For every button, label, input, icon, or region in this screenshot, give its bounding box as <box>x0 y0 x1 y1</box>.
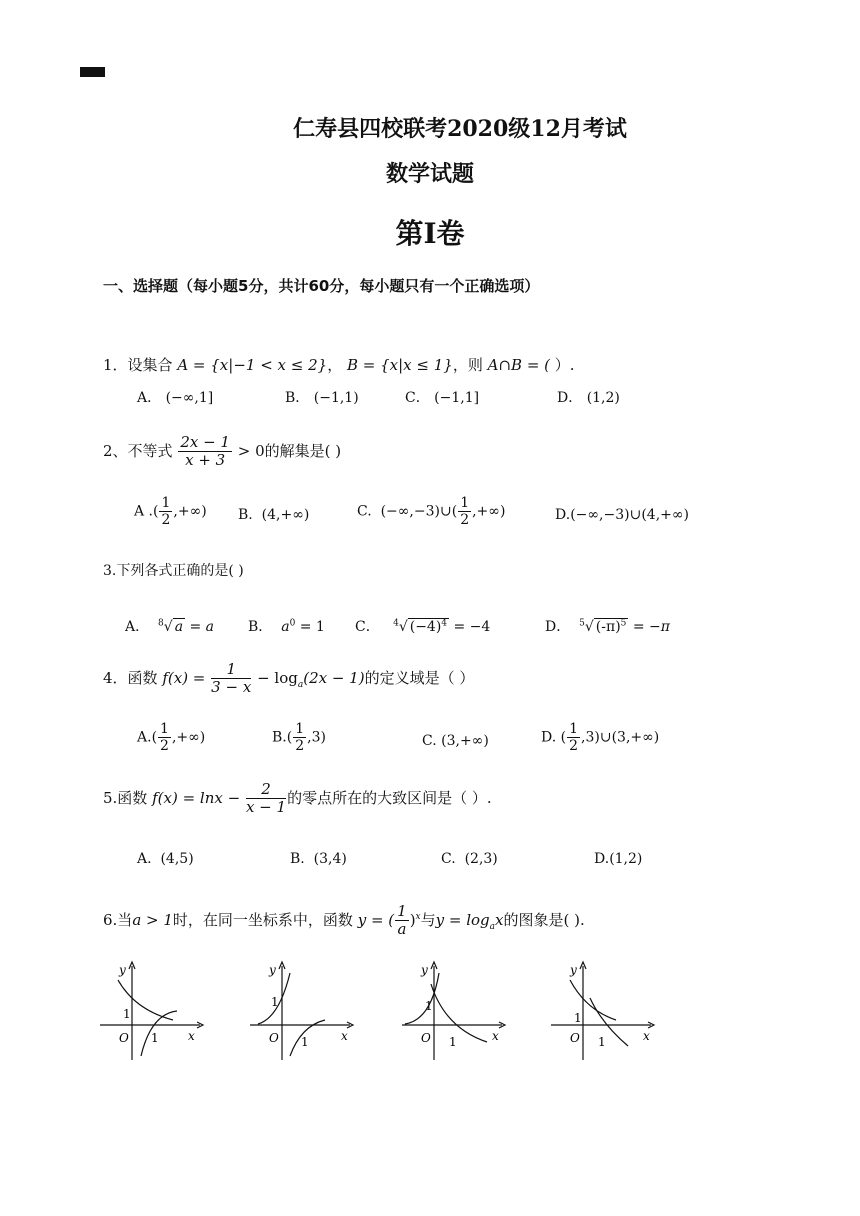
option-d[interactable]: D.(−∞,−3)∪(4,+∞) <box>555 507 689 523</box>
answer-blank: ）. <box>550 356 575 374</box>
svg-text:x: x <box>643 1029 650 1043</box>
option-b[interactable]: B. (3,4) <box>290 851 347 867</box>
svg-text:1: 1 <box>151 1031 159 1045</box>
option-b[interactable]: B.( $\frac{1}{2}$ ,3) <box>272 721 326 755</box>
svg-text:y: y <box>570 963 577 977</box>
graph-option-c[interactable] <box>397 958 512 1068</box>
svg-text:1: 1 <box>123 1007 131 1021</box>
svg-text:x: x <box>492 1029 499 1043</box>
question-ask: ，则 <box>452 356 483 374</box>
volume-title: 第Ⅰ卷 <box>395 217 465 250</box>
question-5: 5.函数 f(x) = lnx − $\frac{2}{x - 1}$ 的零点所在的大致区间是（ ）. <box>103 780 492 817</box>
option-a[interactable]: A． (−∞,1] <box>137 390 214 406</box>
question-number: 1．设集合 <box>103 356 173 374</box>
set-a: A = {x|−1 < x ≤ 2} <box>177 356 328 374</box>
svg-text:1: 1 <box>425 999 433 1013</box>
svg-text:O: O <box>570 1031 580 1045</box>
question-6: 6.当a > 1时，在同一坐标系中，函数 y = ( $\frac{1}{a}$ )$^x$与$y = \log_ax$的图象是( ). <box>103 902 585 939</box>
option-b[interactable]: B． $a^0 = 1$ <box>248 618 325 635</box>
question-1 <box>103 354 575 375</box>
svg-text:1: 1 <box>449 1035 457 1049</box>
question-4: 4．函数 f(x) = $\frac{1}{3 - x}$ − $\log_a(2x - 1)$的定义域是（ ） <box>103 660 475 697</box>
svg-text:y: y <box>119 963 126 977</box>
corner-mark <box>80 67 105 77</box>
svg-text:x: x <box>341 1029 348 1043</box>
svg-text:y: y <box>269 963 276 977</box>
fraction: $\frac{2x - 1}{x + 3}$ <box>180 433 230 470</box>
svg-text:1: 1 <box>271 995 279 1009</box>
svg-text:y: y <box>421 963 428 977</box>
graph-option-d[interactable] <box>546 958 661 1068</box>
exam-title: 仁寿县四校联考2020级12月考试 <box>293 116 627 142</box>
option-c[interactable]: C. (3,+∞) <box>422 733 489 749</box>
question-2: 2、不等式 $\frac{2x - 1}{x + 3}$ > 0的解集是( ) <box>103 433 342 470</box>
option-c[interactable]: C. (2,3) <box>441 851 498 867</box>
option-b[interactable]: B． (−1,1) <box>285 390 359 406</box>
svg-text:O: O <box>269 1031 279 1045</box>
option-d[interactable]: D.(1,2) <box>594 851 643 867</box>
option-a[interactable]: A． $^8$√ a = a <box>125 618 215 635</box>
graph-option-a[interactable] <box>95 958 210 1068</box>
svg-text:O: O <box>421 1031 431 1045</box>
option-d[interactable]: D． (1,2) <box>557 390 620 406</box>
svg-text:1: 1 <box>598 1035 606 1049</box>
intersection-expr: A∩B = ( <box>487 356 551 374</box>
separator: ， <box>327 356 343 374</box>
option-d[interactable]: D. ( $\frac{1}{2}$ ,3)∪(3,+∞) <box>541 721 660 755</box>
option-a[interactable]: A .( $\frac{1}{2}$ ,+∞) <box>134 495 207 529</box>
option-d[interactable]: D． $^5$√ $(-\pi)^5 = -\pi$ <box>545 618 670 635</box>
svg-text:1: 1 <box>574 1011 582 1025</box>
question-3: 3.下列各式正确的是( ) <box>103 563 244 579</box>
option-b[interactable]: B. (4,+∞) <box>238 507 310 523</box>
svg-text:O: O <box>119 1031 129 1045</box>
exam-subject: 数学试题 <box>385 161 474 187</box>
option-a[interactable]: A. (4,5) <box>137 851 194 867</box>
option-c[interactable]: C． $^4$√ $(-4)^4 = -4$ <box>355 618 491 635</box>
option-a[interactable]: A.( $\frac{1}{2}$ ,+∞) <box>137 721 206 755</box>
svg-text:1: 1 <box>301 1035 309 1049</box>
option-c[interactable]: C． (−1,1] <box>405 390 480 406</box>
set-b: B = {x|x ≤ 1} <box>347 356 453 374</box>
section-heading: 一、选择题（每小题5分，共计60分，每小题只有一个正确选项） <box>103 277 540 295</box>
svg-text:x: x <box>188 1029 195 1043</box>
option-c[interactable]: C. (−∞,−3)∪( $\frac{1}{2}$ ,+∞) <box>357 495 506 529</box>
graph-option-b[interactable] <box>245 958 360 1068</box>
